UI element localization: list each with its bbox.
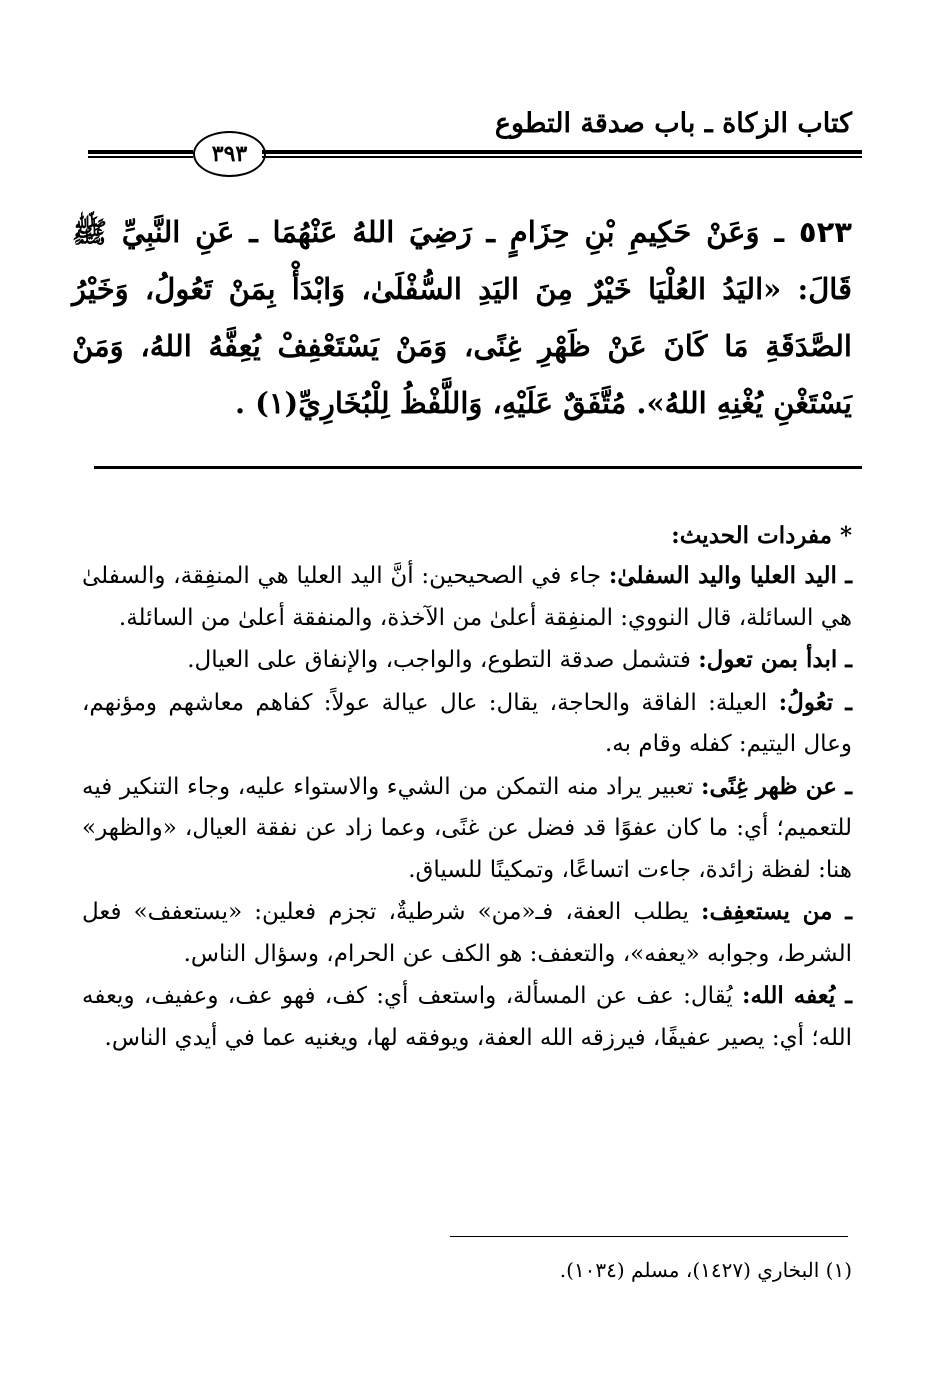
page-number: ٣٩٣ bbox=[193, 131, 266, 177]
header-rule-left bbox=[88, 150, 193, 158]
vocab-entry bbox=[82, 891, 852, 975]
vocab-entry bbox=[82, 639, 852, 682]
vocab-entry bbox=[82, 975, 852, 1059]
section-divider bbox=[94, 466, 862, 469]
vocab-definition: تعبير يراد منه التمكن من الشيء والاستواء عليه، وجاء التنكير فيه للتعميم؛ أي: ما كان عفوًا قد فضل عن غنًى، وعما زاد عن نفقة العيال، «والظهر» هنا: لفظة زائدة، جاءت اتساعًا، وتمكينًا للسياق. bbox=[82, 773, 852, 883]
vocab-term: ـ من يستعفِف: bbox=[700, 898, 852, 925]
vocab-definition: يطلب العفة، فـ«من» شرطيةٌ، تجزم فعلين: «يستعفف» فعل الشرط، وجوابه «يعفه»، والتعفف: هو الكف عن الحرام، وسؤال الناس. bbox=[82, 899, 852, 967]
running-header-title: كتاب الزكاة ـ باب صدقة التطوع bbox=[494, 108, 852, 139]
vocab-entry bbox=[82, 682, 852, 766]
vocab-list bbox=[82, 555, 852, 1059]
hadith-text-block bbox=[72, 204, 852, 432]
vocab-term: ـ تعُولُ: bbox=[778, 688, 853, 716]
vocab-term: ـ ابدأ بمن تعول: bbox=[698, 646, 852, 673]
header-rule-right bbox=[262, 150, 862, 158]
vocab-definition: فتشمل صدقة التطوع، والواجب، والإنفاق على العيال. bbox=[187, 647, 691, 673]
vocab-definition: العيلة: الفاقة والحاجة، يقال: عال عيالة عولاً: كفاهم معاشهم ومؤنهم، وعال اليتيم: كفله وقام به. bbox=[82, 689, 852, 757]
vocab-definition: جاء في الصحيحين: أنَّ اليد العليا هي المنفِقة، والسفلىٰ هي السائلة، قال النووي: المنفِقة أعلىٰ من الآخذة، والمنفقة أعلىٰ من السائلة. bbox=[82, 563, 852, 631]
vocab-section-title: * مفردات الحديث: bbox=[671, 522, 852, 549]
hadith-number: ٥٢٣ ـ bbox=[774, 215, 852, 249]
footnote-separator bbox=[450, 1236, 848, 1237]
vocab-definition: يُقال: عف عن المسألة، واستعف أي: كف، فهو عف، وعفيف، ويعفه الله؛ أي: يصير عفيفًا، فيرزقه الله العفة، ويوفقه لها، ويغنيه عما في أيدي الناس. bbox=[82, 983, 852, 1051]
vocab-term: ـ عن ظهر غِنًى: bbox=[701, 772, 852, 800]
vocab-term: ـ اليد العليا واليد السفلىٰ: bbox=[608, 562, 852, 589]
vocab-entry bbox=[82, 766, 852, 892]
hadith-text: وَعَنْ حَكِيمِ بْنِ حِزَامٍ ـ رَضِيَ اللهُ عَنْهُمَا ـ عَنِ النَّبِيِّ ﷺ قَالَ: «اليَدُ العُلْيَا خَيْرٌ مِنَ اليَدِ السُّفْلَىٰ، وَابْدَأْ بِمَنْ تَعُولُ، وَخَيْرُ الصَّدَقَةِ مَا كَانَ عَنْ ظَهْرِ غِنًى، وَمَنْ يَسْتَعْفِفْ يُعِفَّهُ اللهُ، وَمَنْ يَسْتَغْنِ يُغْنِهِ اللهُ». مُتَّفَقٌ عَلَيْهِ، وَاللَّفْظُ لِلْبُخَارِيِّ(١) . bbox=[72, 215, 852, 420]
footnote: (١) البخاري (١٤٢٧)، مسلم (١٠٣٤). bbox=[559, 1258, 852, 1282]
vocab-term: ـ يُعفه الله: bbox=[741, 982, 852, 1009]
vocab-entry bbox=[82, 555, 852, 639]
